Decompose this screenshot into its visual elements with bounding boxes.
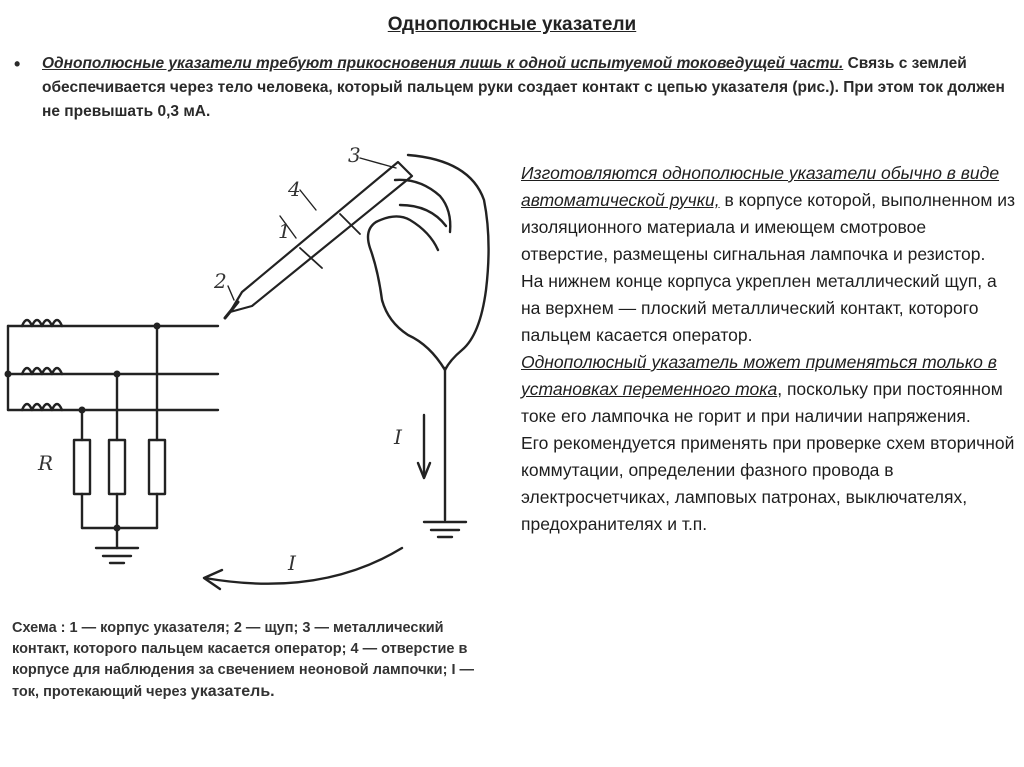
paragraph-ac-only	[521, 349, 1017, 430]
ac-only-emphasis: Однополюсный указатель может применяться только в установках переменного тока	[521, 352, 997, 399]
caption-text: Схема : 1 — корпус указателя; 2 — щуп; 3 — металлический контакт, которого пальцем касается оператор; 4 — отверстие в корпусе для наблюдения за свечением неоновой лампочки; I — ток, протекающий через	[12, 620, 475, 700]
paragraph-probe: На нижнем конце корпуса укреплен металлический щуп, а на верхнем — плоский металлический контакт, которого пальцем касается оператор.	[521, 271, 997, 345]
label-1: 1	[278, 219, 291, 243]
label-2: 2	[214, 269, 227, 293]
label-4: 4	[288, 177, 301, 201]
label-3: 3	[348, 143, 361, 167]
paragraph-usage: Его рекомендуется применять при проверке схем вторичной коммутации, определении фазного провода в электросчетчиках, ламповых патронах, выключателях, предохранителях и т.п.	[521, 433, 1015, 534]
label-i-arc: I	[288, 551, 296, 575]
intro-paragraph	[14, 52, 1014, 124]
label-i-down: I	[394, 425, 402, 449]
indicator-diagram	[0, 140, 510, 610]
construction-rest: в корпусе которой, выполненном из изоляционного материала и имеющем смотровое отверстие, размещены сигнальная лампочка и резистор.	[521, 190, 1016, 264]
construction-emphasis: Изготовляются однополюсные указатели обычно в виде автоматической ручки,	[521, 163, 1000, 210]
ac-only-rest: , поскольку при постоянном токе его лампочка не горит и при наличии напряжения.	[521, 379, 1003, 426]
bullet: •	[14, 54, 21, 74]
page-title: Однополюсные указатели	[387, 14, 637, 35]
label-r: R	[38, 451, 54, 475]
caption-last-word: указатель.	[190, 683, 275, 700]
paragraph-construction	[521, 160, 1017, 268]
intro-emphasis: Однополюсные указатели требуют прикосновения лишь к одной испытуемой токоведущей части.	[42, 55, 844, 72]
description-text	[521, 160, 1017, 538]
diagram-caption	[12, 618, 492, 703]
intro-rest: Связь с землей обеспечивается через тело человека, который пальцем руки создает контакт с цепью указателя (рис.). При этом ток должен не превышать 0,3 мА.	[42, 55, 1005, 120]
